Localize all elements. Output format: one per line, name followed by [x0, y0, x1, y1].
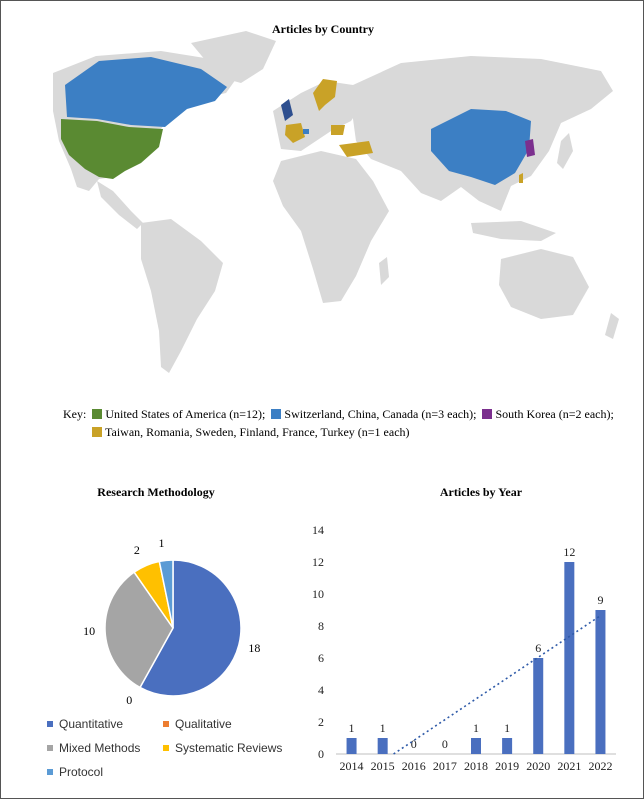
legend-systematic-reviews: Systematic Reviews [163, 741, 282, 755]
legend-qualitative: Qualitative [163, 717, 232, 731]
bar-2019 [502, 738, 512, 754]
bar-chart [1, 1, 644, 800]
pie-label-mixed-methods: 10 [83, 624, 96, 639]
bar-2014 [347, 738, 357, 754]
x-tick-label: 2016 [401, 759, 426, 773]
key-item-south-korea: South Korea (n=2 each); [495, 407, 614, 421]
key-item-usa: United States of America (n=12); [105, 407, 266, 421]
pie-title: Research Methodology [97, 485, 215, 499]
bar-title: Articles by Year [439, 485, 523, 499]
key-label: Key: [63, 407, 87, 421]
map-title: Articles by Country [272, 22, 374, 36]
y-tick-label: 10 [312, 587, 324, 601]
pie-label-systematic-reviews: 2 [133, 542, 140, 557]
y-tick-label: 2 [318, 715, 324, 729]
bar-2018 [471, 738, 481, 754]
x-tick-label: 2022 [588, 759, 613, 773]
legend-quantitative: Quantitative [47, 717, 123, 731]
pie-label-protocol: 1 [158, 536, 165, 551]
legend-mixed-methods: Mixed Methods [47, 741, 140, 755]
bar-data-label: 6 [535, 641, 542, 655]
bar-2015 [378, 738, 388, 754]
y-tick-label: 14 [312, 523, 324, 537]
bar-data-label: 9 [597, 593, 604, 607]
x-tick-label: 2015 [370, 759, 395, 773]
y-tick-label: 12 [312, 555, 324, 569]
y-tick-label: 6 [318, 651, 324, 665]
bar-data-label: 0 [441, 737, 448, 751]
bar-2020 [533, 658, 543, 754]
x-tick-label: 2014 [339, 759, 364, 773]
x-tick-label: 2018 [464, 759, 488, 773]
y-tick-label: 8 [318, 619, 324, 633]
bar-2021 [564, 562, 574, 754]
y-tick-label: 4 [318, 683, 324, 697]
x-tick-label: 2021 [557, 759, 582, 773]
x-tick-label: 2017 [432, 759, 457, 773]
bar-data-label: 0 [410, 737, 417, 751]
x-tick-label: 2019 [495, 759, 520, 773]
bar-data-label: 1 [504, 721, 511, 735]
x-tick-label: 2020 [526, 759, 551, 773]
bar-data-label: 1 [473, 721, 479, 735]
legend-protocol: Protocol [47, 765, 103, 779]
pie-label-quantitative: 18 [248, 641, 261, 656]
key-item-switzerland-china-canada: Switzerland, China, Canada (n=3 each); [284, 407, 477, 421]
bar-data-label: 12 [563, 545, 576, 559]
bar-data-label: 1 [379, 721, 386, 735]
key-item-others: Taiwan, Romania, Sweden, Finland, France, Turkey (n=1 each) [105, 425, 410, 439]
bar-data-label: 1 [348, 721, 355, 735]
pie-label-qualitative: 0 [126, 693, 133, 708]
y-tick-label: 0 [318, 747, 324, 761]
bar-2022 [595, 610, 605, 754]
